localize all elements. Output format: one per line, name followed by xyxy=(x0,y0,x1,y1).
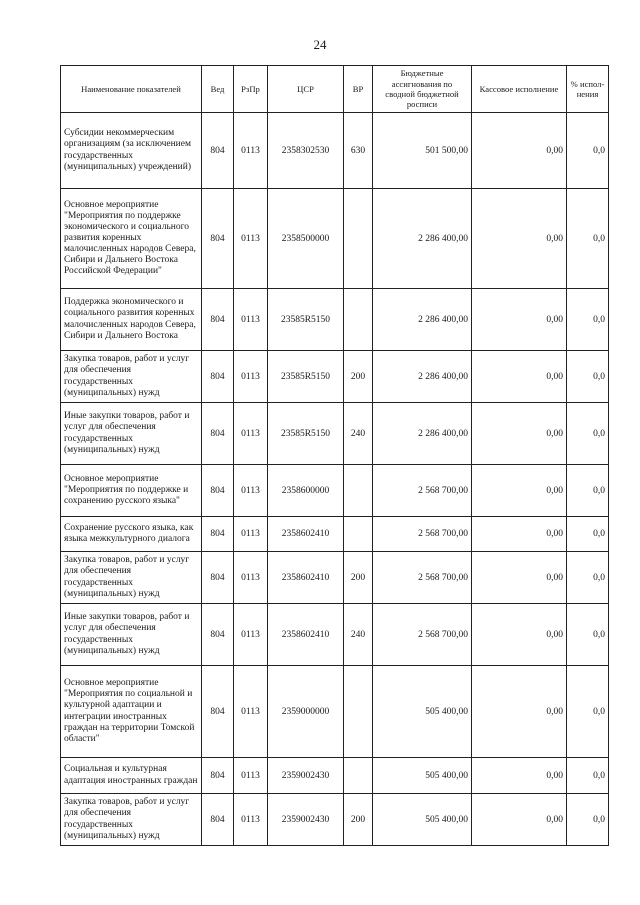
row-ved: 804 xyxy=(202,403,234,465)
row-ved: 804 xyxy=(202,113,234,189)
row-vr: 630 xyxy=(344,113,373,189)
row-execution-percent: 0,0 xyxy=(567,552,609,604)
row-assignment: 2 568 700,00 xyxy=(373,465,472,517)
row-execution-percent: 0,0 xyxy=(567,465,609,517)
row-assignment: 2 286 400,00 xyxy=(373,351,472,403)
row-csr: 2358302530 xyxy=(268,113,344,189)
row-name: Поддержка экономического и социального развития коренных малочисленных народов Севера, Сибири и Дальнего Востока xyxy=(61,289,202,351)
row-name: Основное мероприятие "Мероприятия по поддержке экономического и социального развития коренных малочисленных народов Севера, Сибири и Дальнего Востока Российской Федерации" xyxy=(61,189,202,289)
row-cash-execution: 0,00 xyxy=(472,552,567,604)
row-assignment: 501 500,00 xyxy=(373,113,472,189)
row-ved: 804 xyxy=(202,758,234,794)
table-row xyxy=(61,517,609,552)
table-row xyxy=(61,604,609,666)
row-execution-percent: 0,0 xyxy=(567,758,609,794)
row-name: Субсидии некоммерческим организациям (за исключением государственных (муниципальных) учреждений) xyxy=(61,113,202,189)
table-row xyxy=(61,552,609,604)
row-ved: 804 xyxy=(202,666,234,758)
row-ved: 804 xyxy=(202,189,234,289)
row-assignment: 2 286 400,00 xyxy=(373,189,472,289)
row-ved: 804 xyxy=(202,517,234,552)
row-rzpr: 0113 xyxy=(234,666,268,758)
row-name: Сохранение русского языка, как языка межкультурного диалога xyxy=(61,517,202,552)
page-number: 24 xyxy=(313,37,327,52)
row-name: Закупка товаров, работ и услуг для обеспечения государственных (муниципальных) нужд xyxy=(61,552,202,604)
row-execution-percent: 0,0 xyxy=(567,517,609,552)
row-rzpr: 0113 xyxy=(234,552,268,604)
row-name: Иные закупки товаров, работ и услуг для обеспечения государственных (муниципальных) нужд xyxy=(61,403,202,465)
row-vr: 240 xyxy=(344,403,373,465)
row-csr: 2359002430 xyxy=(268,758,344,794)
row-rzpr: 0113 xyxy=(234,794,268,846)
row-cash-execution: 0,00 xyxy=(472,351,567,403)
row-rzpr: 0113 xyxy=(234,189,268,289)
row-vr xyxy=(344,189,373,289)
row-ved: 804 xyxy=(202,794,234,846)
row-rzpr: 0113 xyxy=(234,517,268,552)
row-execution-percent: 0,0 xyxy=(567,351,609,403)
row-vr: 240 xyxy=(344,604,373,666)
row-csr: 2359002430 xyxy=(268,794,344,846)
row-name: Закупка товаров, работ и услуг для обеспечения государственных (муниципальных) нужд xyxy=(61,794,202,846)
row-rzpr: 0113 xyxy=(234,465,268,517)
row-name: Иные закупки товаров, работ и услуг для обеспечения государственных (муниципальных) нужд xyxy=(61,604,202,666)
row-rzpr: 0113 xyxy=(234,403,268,465)
header-csr: ЦСР xyxy=(268,66,344,113)
header-cash-execution: Кассовое исполнение xyxy=(472,66,567,113)
table-row xyxy=(61,794,609,846)
row-rzpr: 0113 xyxy=(234,758,268,794)
table-row xyxy=(61,289,609,351)
row-execution-percent: 0,0 xyxy=(567,189,609,289)
row-vr xyxy=(344,465,373,517)
row-rzpr: 0113 xyxy=(234,113,268,189)
row-cash-execution: 0,00 xyxy=(472,604,567,666)
row-rzpr: 0113 xyxy=(234,604,268,666)
row-rzpr: 0113 xyxy=(234,289,268,351)
row-ved: 804 xyxy=(202,351,234,403)
table-row xyxy=(61,351,609,403)
row-rzpr: 0113 xyxy=(234,351,268,403)
table-row xyxy=(61,403,609,465)
row-assignment: 2 568 700,00 xyxy=(373,552,472,604)
header-execution-percent: % испол-нения xyxy=(567,66,609,113)
table-row xyxy=(61,113,609,189)
row-csr: 2358500000 xyxy=(268,189,344,289)
header-rzpr: РзПр xyxy=(234,66,268,113)
row-vr: 200 xyxy=(344,552,373,604)
row-execution-percent: 0,0 xyxy=(567,604,609,666)
row-csr: 23585R5150 xyxy=(268,351,344,403)
row-csr: 2359000000 xyxy=(268,666,344,758)
row-vr xyxy=(344,758,373,794)
row-execution-percent: 0,0 xyxy=(567,794,609,846)
row-cash-execution: 0,00 xyxy=(472,465,567,517)
budget-table xyxy=(60,65,609,846)
header-vr: ВР xyxy=(344,66,373,113)
row-name: Закупка товаров, работ и услуг для обеспечения государственных (муниципальных) нужд xyxy=(61,351,202,403)
table-row xyxy=(61,758,609,794)
table-row xyxy=(61,465,609,517)
row-cash-execution: 0,00 xyxy=(472,794,567,846)
row-csr: 2358602410 xyxy=(268,552,344,604)
row-cash-execution: 0,00 xyxy=(472,666,567,758)
row-cash-execution: 0,00 xyxy=(472,403,567,465)
row-vr xyxy=(344,666,373,758)
table-row xyxy=(61,189,609,289)
row-assignment: 505 400,00 xyxy=(373,794,472,846)
header-name: Наименование показателей xyxy=(61,66,202,113)
row-execution-percent: 0,0 xyxy=(567,403,609,465)
row-execution-percent: 0,0 xyxy=(567,113,609,189)
row-assignment: 505 400,00 xyxy=(373,666,472,758)
table-header-row xyxy=(61,66,609,113)
row-cash-execution: 0,00 xyxy=(472,758,567,794)
row-assignment: 2 568 700,00 xyxy=(373,604,472,666)
row-csr: 2358600000 xyxy=(268,465,344,517)
row-csr: 2358602410 xyxy=(268,604,344,666)
table-row xyxy=(61,666,609,758)
row-execution-percent: 0,0 xyxy=(567,289,609,351)
row-name: Основное мероприятие "Мероприятия по социальной и культурной адаптации и интеграции иностранных граждан на территории Томской области" xyxy=(61,666,202,758)
row-csr: 2358602410 xyxy=(268,517,344,552)
row-cash-execution: 0,00 xyxy=(472,113,567,189)
row-csr: 23585R5150 xyxy=(268,289,344,351)
row-name: Основное мероприятие "Мероприятия по поддержке и сохранению русского языка" xyxy=(61,465,202,517)
row-ved: 804 xyxy=(202,552,234,604)
row-name: Социальная и культурная адаптация иностранных граждан xyxy=(61,758,202,794)
row-vr: 200 xyxy=(344,351,373,403)
row-assignment: 2 286 400,00 xyxy=(373,289,472,351)
row-cash-execution: 0,00 xyxy=(472,289,567,351)
row-vr xyxy=(344,289,373,351)
row-vr xyxy=(344,517,373,552)
header-assignments: Бюджетные ассигнования по сводной бюджетной росписи xyxy=(373,66,472,113)
row-assignment: 2 286 400,00 xyxy=(373,403,472,465)
row-ved: 804 xyxy=(202,289,234,351)
row-assignment: 505 400,00 xyxy=(373,758,472,794)
row-csr: 23585R5150 xyxy=(268,403,344,465)
row-cash-execution: 0,00 xyxy=(472,189,567,289)
row-cash-execution: 0,00 xyxy=(472,517,567,552)
row-assignment: 2 568 700,00 xyxy=(373,517,472,552)
header-ved: Вед xyxy=(202,66,234,113)
row-ved: 804 xyxy=(202,465,234,517)
row-vr: 200 xyxy=(344,794,373,846)
row-execution-percent: 0,0 xyxy=(567,666,609,758)
row-ved: 804 xyxy=(202,604,234,666)
